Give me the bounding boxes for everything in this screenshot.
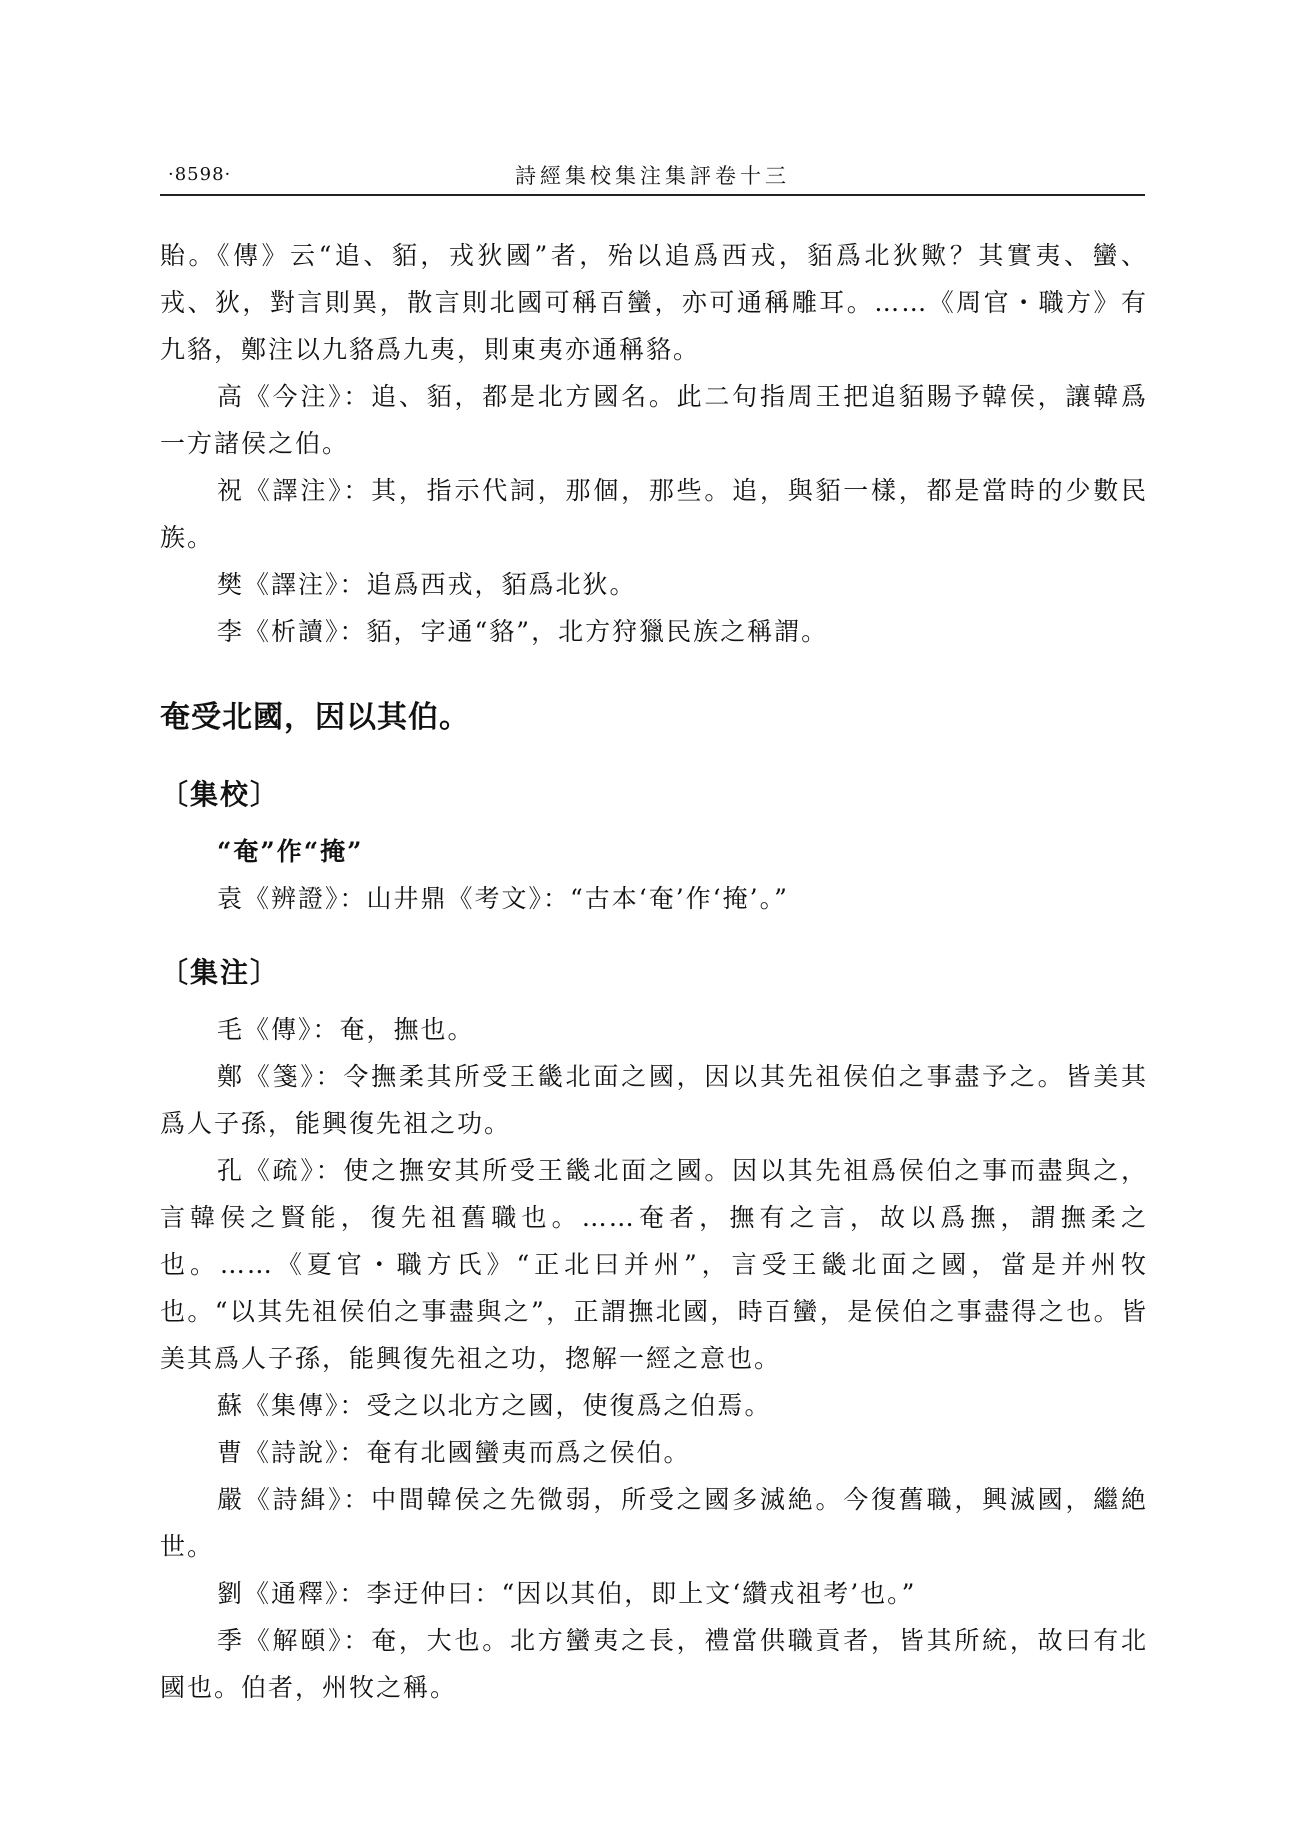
- annotation-ji: 季《解頤》：奄，大也。北方蠻夷之長，禮當供職貢者，皆其所統，故曰有北國也。伯者，州牧之稱。: [160, 1626, 1148, 1702]
- annotation-mao: 毛《傳》：奄，撫也。: [217, 1015, 475, 1044]
- commentary-fan: 樊《譯注》：追爲西戎，貊爲北狄。: [217, 570, 637, 599]
- annotation-zheng: 鄭《箋》：令撫柔其所受王畿北面之國，因以其先祖侯伯之事盡予之。皆美其爲人子孫，能興復先祖之功。: [160, 1062, 1148, 1138]
- commentary-li: 李《析讀》：貊，字通“貉”，北方狩獵民族之稱謂。: [217, 617, 829, 646]
- continued-paragraph: 貽。《傳》云“追、貊，戎狄國”者，殆以追爲西戎，貊爲北狄歟？其實夷、蠻、戎、狄，對言則異，散言則北國可稱百蠻，亦可通稱雕耳。……《周官・職方》有九貉，鄭注以九貉爲九夷，則東夷亦通稱貉。: [160, 241, 1148, 364]
- section-heading-jixiao: 〔集校〕: [160, 778, 281, 811]
- running-title: 詩經集校集注集評卷十三: [515, 164, 790, 188]
- page-number: ·8598·: [168, 164, 232, 185]
- verse-line: 奄受北國，因以其伯。: [160, 700, 470, 735]
- page-header: [160, 156, 1145, 196]
- annotation-liu: 劉《通釋》：李迂仲曰：“因以其伯，即上文‘纘戎祖考’也。”: [217, 1579, 917, 1608]
- header-rule: [160, 194, 1145, 196]
- annotation-kong: 孔《疏》：使之撫安其所受王畿北面之國。因以其先祖爲侯伯之事而盡與之，言韓侯之賢能，復先祖舊職也。……奄者，撫有之言，故以爲撫，謂撫柔之也。……《夏官・職方氏》“正北曰并州”，言受王畿北面之國，當是并州牧也。“以其先祖侯伯之事盡與之”，正謂撫北國，時百蠻，是侯伯之事盡得之也。皆美其爲人子孫，能興復先祖之功，揔解一經之意也。: [160, 1156, 1148, 1373]
- page-body: [160, 232, 1148, 1711]
- collation-item: 袁《辨證》：山井鼎《考文》：“古本‘奄’作‘掩’。”: [217, 884, 789, 913]
- commentary-gao: 高《今注》：追、貊，都是北方國名。此二句指周王把追貊賜予韓侯，讓韓爲一方諸侯之伯。: [160, 382, 1148, 458]
- collation-subheading: “奄”作“掩”: [217, 837, 364, 866]
- annotation-su: 蘇《集傳》：受之以北方之國，使復爲之伯焉。: [217, 1391, 772, 1420]
- annotation-cao: 曹《詩說》：奄有北國蠻夷而爲之侯伯。: [217, 1438, 691, 1467]
- commentary-zhu: 祝《譯注》：其，指示代詞，那個，那些。追，與貊一樣，都是當時的少數民族。: [160, 476, 1148, 552]
- section-heading-jizhu: 〔集注〕: [160, 956, 281, 989]
- annotation-yan: 嚴《詩緝》：中間韓侯之先微弱，所受之國多滅絶。今復舊職，興滅國，繼絶世。: [160, 1485, 1148, 1561]
